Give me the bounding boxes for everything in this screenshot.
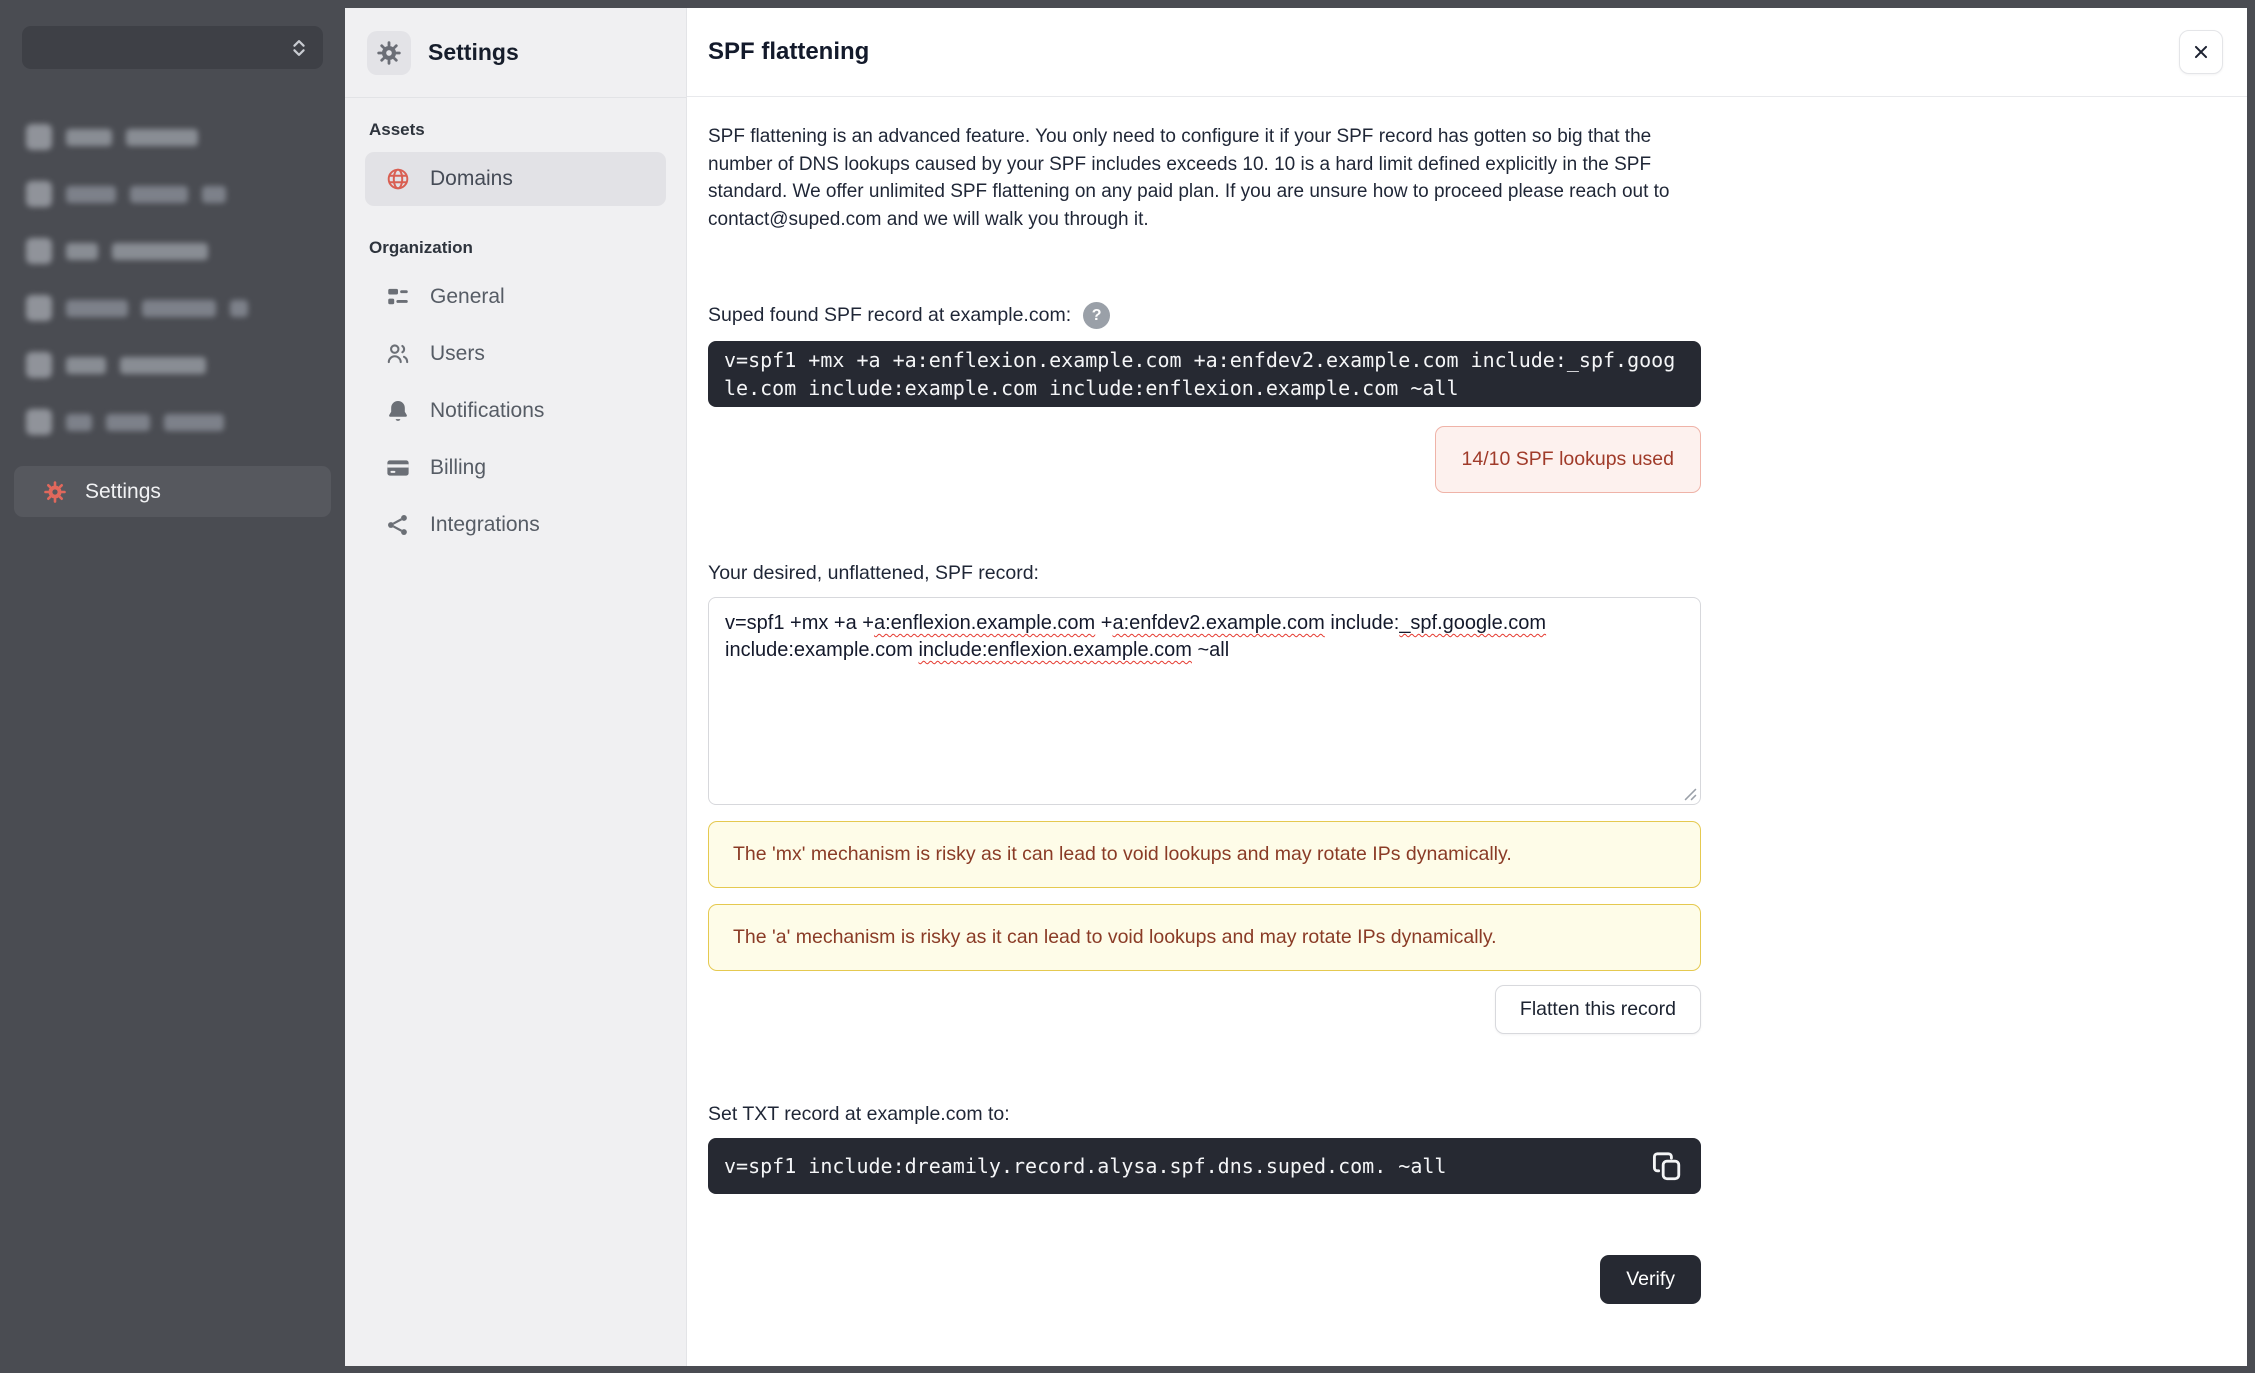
sidebar-item-redacted[interactable] bbox=[26, 181, 319, 207]
help-icon[interactable]: ? bbox=[1083, 302, 1110, 329]
chevron-updown-icon bbox=[288, 37, 310, 59]
verify-button[interactable]: Verify bbox=[1600, 1255, 1701, 1304]
sidebar-item-settings[interactable] bbox=[14, 466, 331, 517]
nav-item-users[interactable] bbox=[365, 327, 666, 381]
spf-flattening-panel bbox=[687, 8, 2247, 1366]
content-body bbox=[687, 97, 1701, 1304]
txt-record-label: Set TXT record at example.com to: bbox=[708, 1103, 1010, 1125]
sidebar-item-redacted[interactable] bbox=[26, 352, 319, 378]
nav-item-label: Domains bbox=[430, 167, 513, 190]
redacted-icon bbox=[26, 295, 52, 321]
nav-item-general[interactable] bbox=[365, 270, 666, 324]
settings-nav bbox=[345, 8, 687, 1366]
nav-item-integrations[interactable] bbox=[365, 498, 666, 552]
settings-nav-header bbox=[345, 8, 686, 98]
nav-item-label: Notifications bbox=[430, 399, 545, 422]
spf-record-segment: a:enfdev2.example.com bbox=[1112, 612, 1325, 634]
desired-record-label: Your desired, unflattened, SPF record: bbox=[708, 562, 1039, 584]
found-spf-record: v=spf1 +mx +a +a:enflexion.example.com +a:enfdev2.example.com include:_spf.google.com include:example.com include:enflexion.example.com ~all bbox=[708, 341, 1701, 407]
spf-record-segment: include:enflexion.example.com bbox=[918, 639, 1192, 661]
sidebar-item-redacted[interactable] bbox=[26, 124, 319, 150]
desired-record-label-row bbox=[708, 562, 1701, 585]
credit-card-icon bbox=[385, 455, 411, 481]
txt-record-label-row bbox=[708, 1103, 1701, 1126]
txt-record-output bbox=[708, 1138, 1701, 1194]
nav-item-billing[interactable] bbox=[365, 441, 666, 495]
sidebar-item-redacted[interactable] bbox=[26, 295, 319, 321]
app-sidebar bbox=[0, 0, 345, 1373]
sidebar-item-redacted[interactable] bbox=[26, 238, 319, 264]
verify-button-row bbox=[708, 1255, 1701, 1304]
gear-icon bbox=[43, 480, 67, 504]
redacted-icon bbox=[26, 238, 52, 264]
globe-icon bbox=[385, 166, 411, 192]
spf-record-segment: + bbox=[1095, 612, 1113, 634]
badge-row bbox=[708, 426, 1701, 493]
intro-text: SPF flattening is an advanced feature. You only need to configure it if your SPF record has gotten so big that the number of DNS lookups caused by your SPF includes exceeds 10. 10 is a hard limit defined explicitly in the SPF standard. We offer unlimited SPF flattening on any paid plan. If you are unsure how to proceed please reach out to contact@suped.com and we will walk you through it. bbox=[708, 126, 1670, 230]
flatten-record-button[interactable]: Flatten this record bbox=[1495, 985, 1701, 1034]
page-title: SPF flattening bbox=[708, 38, 870, 65]
close-icon bbox=[2190, 41, 2212, 63]
txt-record-value: v=spf1 include:dreamily.record.alysa.spf.dns.suped.com. ~all bbox=[724, 1154, 1447, 1178]
redacted-icon bbox=[26, 124, 52, 150]
found-record-label: Suped found SPF record at example.com: bbox=[708, 304, 1072, 326]
spf-record-segment: v=spf1 +mx +a + bbox=[725, 612, 874, 634]
settings-gear-box bbox=[367, 31, 411, 75]
spf-record-segment: _spf.google.com bbox=[1399, 612, 1547, 634]
resize-handle-icon[interactable] bbox=[1684, 788, 1697, 801]
redacted-icon bbox=[26, 409, 52, 435]
bell-icon bbox=[385, 398, 411, 424]
spf-record-segment: include: bbox=[1324, 612, 1400, 634]
spf-lookups-badge: 14/10 SPF lookups used bbox=[1435, 426, 1701, 493]
nav-item-notifications[interactable] bbox=[365, 384, 666, 438]
sidebar-nav bbox=[14, 124, 331, 517]
spf-record-segment: ~all bbox=[1191, 639, 1230, 661]
sidebar-item-redacted[interactable] bbox=[26, 409, 319, 435]
content-header bbox=[687, 8, 2247, 97]
copy-icon bbox=[1651, 1149, 1685, 1183]
nav-item-label: Billing bbox=[430, 456, 487, 479]
spf-record-segment: a:enflexion.example.com bbox=[873, 612, 1096, 634]
section-label-organization: Organization bbox=[369, 238, 473, 257]
flatten-button-row bbox=[708, 985, 1701, 1034]
users-icon bbox=[385, 341, 411, 367]
desired-spf-record-input[interactable] bbox=[708, 597, 1701, 805]
nav-item-domains[interactable] bbox=[365, 152, 666, 206]
gear-icon bbox=[376, 40, 402, 66]
copy-button[interactable] bbox=[1647, 1145, 1689, 1187]
sidebar-settings-label: Settings bbox=[85, 479, 161, 503]
close-button[interactable] bbox=[2179, 30, 2223, 74]
list-details-icon bbox=[385, 284, 411, 310]
found-record-label-row bbox=[708, 302, 1701, 329]
integrations-icon bbox=[385, 512, 411, 538]
redacted-icon bbox=[26, 181, 52, 207]
warning-banner-mx: The 'mx' mechanism is risky as it can lead to void lookups and may rotate IPs dynamically. bbox=[708, 821, 1701, 888]
org-switcher[interactable] bbox=[22, 26, 323, 69]
section-label-assets: Assets bbox=[369, 120, 425, 139]
nav-item-label: Users bbox=[430, 342, 485, 365]
warning-banner-a: The 'a' mechanism is risky as it can lead to void lookups and may rotate IPs dynamically. bbox=[708, 904, 1701, 971]
spf-record-segment: include:example.com bbox=[725, 639, 919, 661]
nav-item-label: Integrations bbox=[430, 513, 540, 536]
settings-title: Settings bbox=[428, 39, 519, 65]
settings-panel bbox=[345, 8, 2247, 1366]
settings-nav-body bbox=[345, 98, 686, 552]
redacted-icon bbox=[26, 352, 52, 378]
nav-item-label: General bbox=[430, 285, 505, 308]
